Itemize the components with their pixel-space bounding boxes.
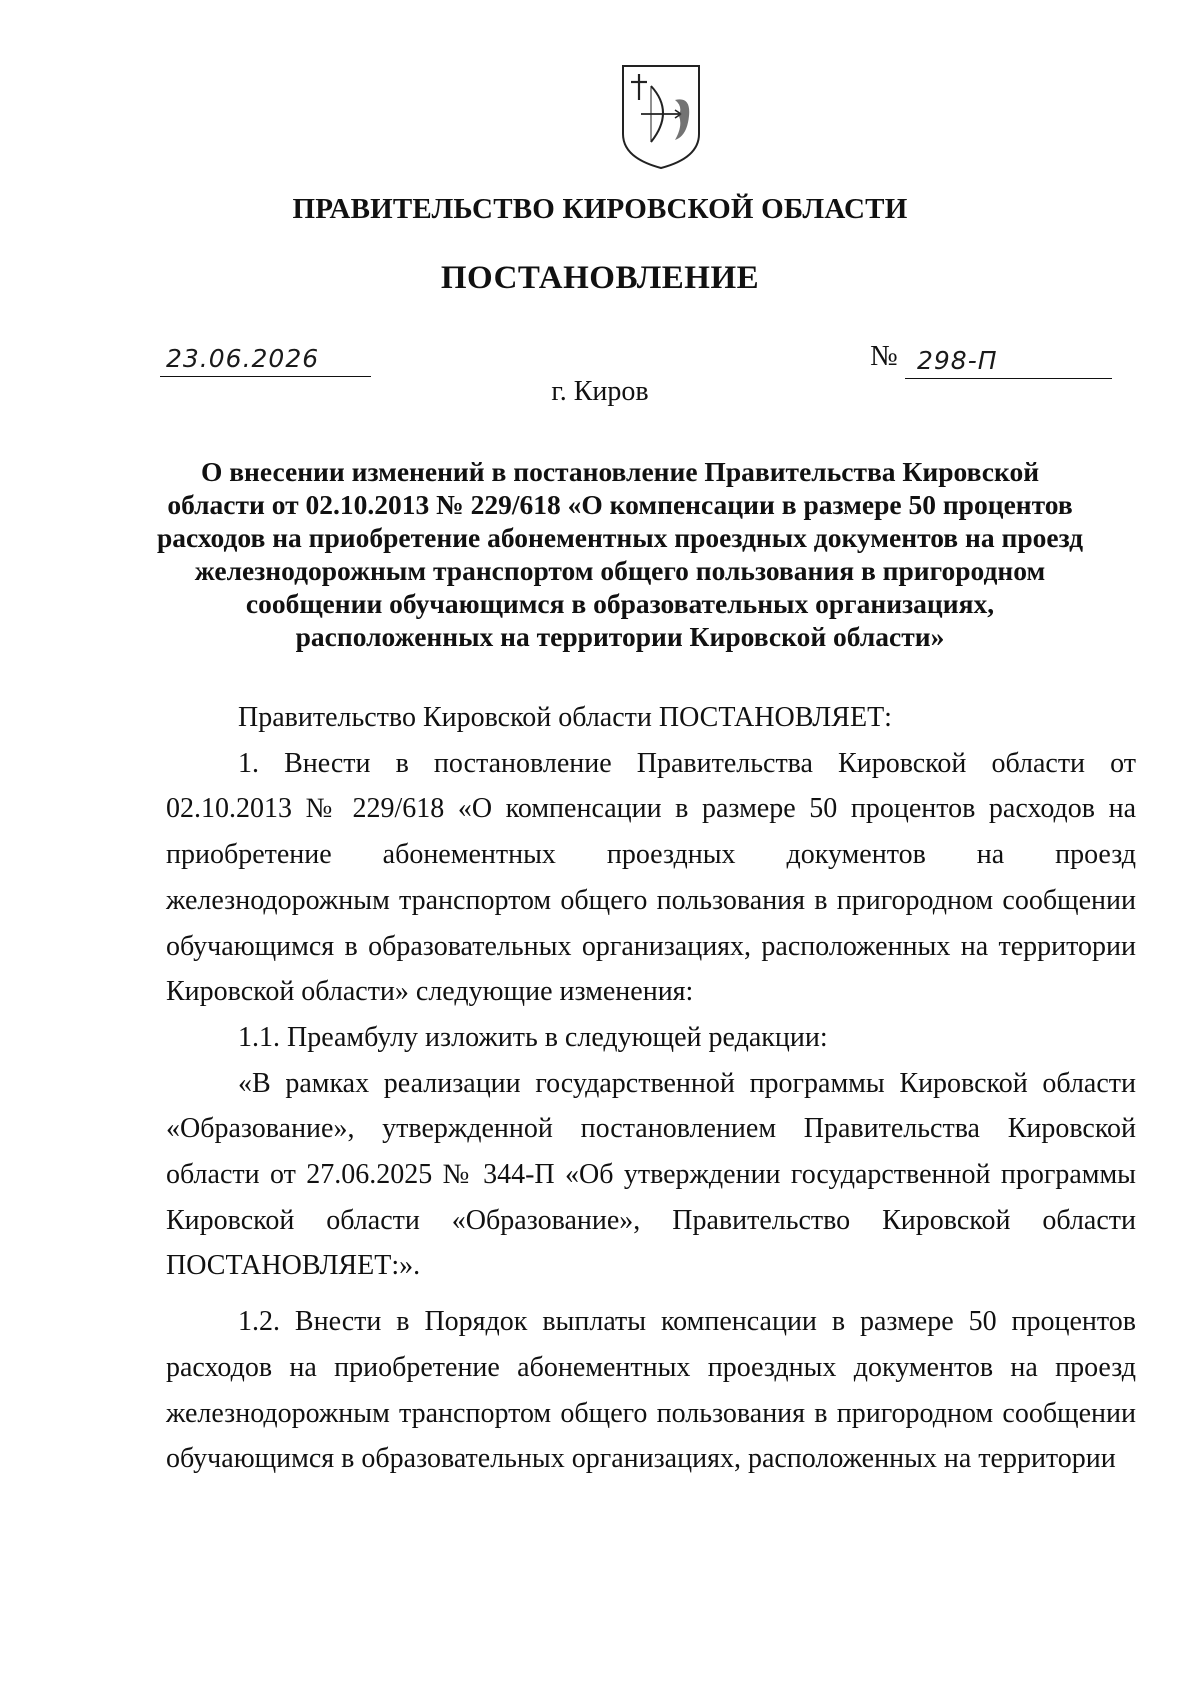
document-title: О внесении изменений в постановление Правительства Кировской области от 02.10.2013 № 229/618 «О компенсации в размере 50 процентов расходов на приобретение абонементных проездных документов на проезд железнодорожным транспортом общего пользования в пригородном сообщении обучающимся в образовательных организациях, расположенных на территории Кировской области»	[156, 456, 1084, 652]
paragraph-1: 1. Внести в постановление Правительства Кировской области от 02.10.2013 № 229/618 «О компенсации в размере 50 процентов расходов на приобретение абонементных проездных документов на проезд железнодорожным транспортом общего пользования в пригородном сообщении обучающимся в образовательных организациях, расположенных на территории Кировской области» следующие изменения:	[166, 747, 1136, 1008]
paragraph-1-2: 1.2. Внести в Порядок выплаты компенсации в размере 50 процентов расходов на приобретение абонементных проездных документов на проезд железнодорожным транспортом общего пользования в пригородном сообщении обучающимся в образовательных организациях, расположенных на территории	[166, 1306, 1136, 1475]
document-number: 298-П	[905, 344, 1112, 379]
paragraph-1-1: 1.1. Преамбулу изложить в следующей редакции:	[238, 1021, 828, 1053]
document-type: ПОСТАНОВЛЕНИЕ	[440, 260, 760, 296]
paragraph-resolves: Правительство Кировской области ПОСТАНОВЛЯЕТ:	[238, 702, 892, 733]
document-body	[166, 695, 1136, 1482]
paragraph-preamble: «В рамках реализации государственной программы Кировской области «Образование», утвержденной постановлением Правительства Кировской области от 27.06.2025 № 344-П «Об утверждении государственной программы Кировской области «Образование», Правительство Кировской области ПОСТАНОВЛЯЕТ:».	[166, 1067, 1136, 1282]
organization-name: ПРАВИТЕЛЬСТВО КИРОВСКОЙ ОБЛАСТИ	[292, 193, 908, 225]
number-sign: №	[870, 340, 898, 372]
kirov-coat-of-arms-icon	[617, 60, 705, 172]
city: г. Киров	[551, 376, 649, 407]
document-date: 23.06.2026	[160, 342, 371, 377]
